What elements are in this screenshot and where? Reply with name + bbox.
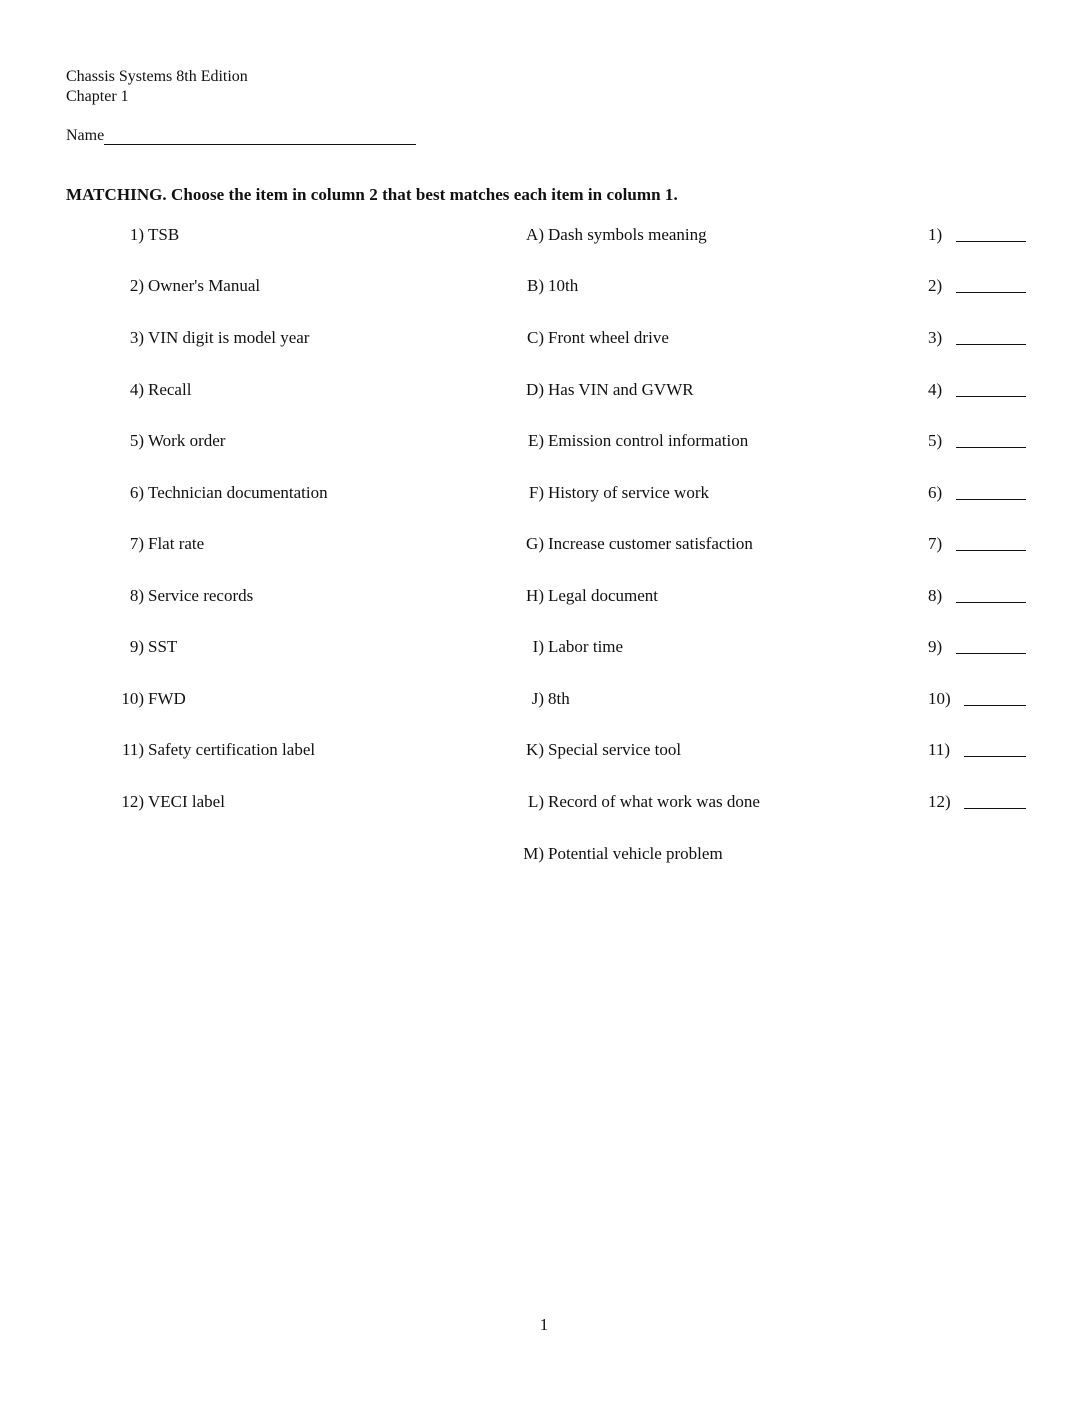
answer-blank[interactable] <box>956 499 1026 500</box>
answer-number: 6) <box>928 483 943 502</box>
column2-item: Record of what work was done <box>548 792 760 811</box>
matching-row <box>0 688 1088 710</box>
chapter-label: Chapter 1 <box>66 88 129 105</box>
answer-blank[interactable] <box>956 653 1026 654</box>
answer-blank[interactable] <box>956 550 1026 551</box>
column2-item: 8th <box>548 689 570 708</box>
column2-letter: J) <box>531 689 544 708</box>
column1-item: VECI label <box>148 792 225 811</box>
answer-number: 1) <box>928 225 943 244</box>
column1-item: Recall <box>148 380 192 399</box>
column1-item: FWD <box>148 689 186 708</box>
column1-item: Safety certification label <box>148 740 316 759</box>
column1-number: 3) <box>129 328 144 347</box>
column1-number: 11) <box>121 740 144 759</box>
column2-item: Special service tool <box>548 740 682 759</box>
column1-number: 12) <box>121 792 144 811</box>
column1-item: Flat rate <box>148 534 205 553</box>
column2-letter: C) <box>527 328 544 347</box>
column2-letter: H) <box>526 586 544 605</box>
page-number: 1 <box>539 1315 549 1334</box>
answer-number: 3) <box>928 328 943 347</box>
column1-number: 8) <box>129 586 144 605</box>
column2-item: 10th <box>548 276 579 295</box>
column2-item: Has VIN and GVWR <box>548 380 694 399</box>
answer-blank[interactable] <box>956 396 1026 397</box>
column1-item: Work order <box>148 431 226 450</box>
column1-number: 6) <box>129 483 144 502</box>
column1-number: 4) <box>129 380 144 399</box>
column1-number: 2) <box>129 276 144 295</box>
column2-letter: M) <box>523 844 544 863</box>
column2-item: Labor time <box>548 637 624 656</box>
column1-number: 5) <box>129 431 144 450</box>
matching-row <box>0 275 1088 297</box>
column1-item: Technician documentation <box>148 483 328 502</box>
answer-number: 5) <box>928 431 943 450</box>
column1-number: 10) <box>121 689 144 708</box>
matching-row <box>0 739 1088 761</box>
matching-row <box>0 224 1088 246</box>
column1-number: 1) <box>129 225 144 244</box>
column2-item: History of service work <box>548 483 709 502</box>
column2-letter: I) <box>532 637 544 656</box>
answer-number: 2) <box>928 276 943 295</box>
matching-row <box>0 585 1088 607</box>
matching-row <box>0 482 1088 504</box>
answer-blank[interactable] <box>956 292 1026 293</box>
answer-number: 4) <box>928 380 943 399</box>
column2-item: Increase customer satisfaction <box>548 534 753 553</box>
column1-item: VIN digit is model year <box>148 328 310 347</box>
column2-letter: L) <box>527 792 544 811</box>
answer-blank[interactable] <box>964 705 1026 706</box>
answer-blank[interactable] <box>956 344 1026 345</box>
answer-blank[interactable] <box>956 447 1026 448</box>
column2-letter: B) <box>527 276 544 295</box>
column2-letter: G) <box>526 534 544 553</box>
answer-blank[interactable] <box>956 602 1026 603</box>
column2-letter: F) <box>528 483 544 502</box>
column1-item: Service records <box>148 586 254 605</box>
answer-blank[interactable] <box>964 808 1026 809</box>
matching-row <box>0 843 1088 865</box>
matching-row <box>0 533 1088 555</box>
column2-item: Legal document <box>548 586 658 605</box>
column1-item: TSB <box>148 225 180 244</box>
matching-row <box>0 791 1088 813</box>
column2-item: Potential vehicle problem <box>548 844 723 863</box>
name-field[interactable] <box>104 127 416 145</box>
column2-letter: K) <box>526 740 544 759</box>
name-row <box>66 126 416 145</box>
column2-item: Front wheel drive <box>548 328 669 347</box>
answer-number: 8) <box>928 586 943 605</box>
column2-letter: E) <box>527 431 544 450</box>
column1-number: 9) <box>129 637 144 656</box>
column2-item: Dash symbols meaning <box>548 225 707 244</box>
answer-blank[interactable] <box>956 241 1026 242</box>
name-label: Name <box>66 127 105 144</box>
column2-letter: D) <box>526 380 544 399</box>
course-title: Chassis Systems 8th Edition <box>66 68 248 85</box>
answer-number: 9) <box>928 637 943 656</box>
instructions-heading: MATCHING. Choose the item in column 2 that best matches each item in column 1. <box>66 185 678 204</box>
matching-row <box>0 430 1088 452</box>
column1-item: SST <box>148 637 178 656</box>
answer-blank[interactable] <box>964 756 1026 757</box>
answer-number: 11) <box>928 740 951 759</box>
answer-number: 10) <box>928 689 951 708</box>
matching-row <box>0 379 1088 401</box>
column1-item: Owner's Manual <box>148 276 261 295</box>
column2-letter: A) <box>526 225 544 244</box>
column2-item: Emission control information <box>548 431 749 450</box>
column1-number: 7) <box>129 534 144 553</box>
answer-number: 7) <box>928 534 943 553</box>
matching-row <box>0 636 1088 658</box>
matching-row <box>0 327 1088 349</box>
answer-number: 12) <box>928 792 951 811</box>
